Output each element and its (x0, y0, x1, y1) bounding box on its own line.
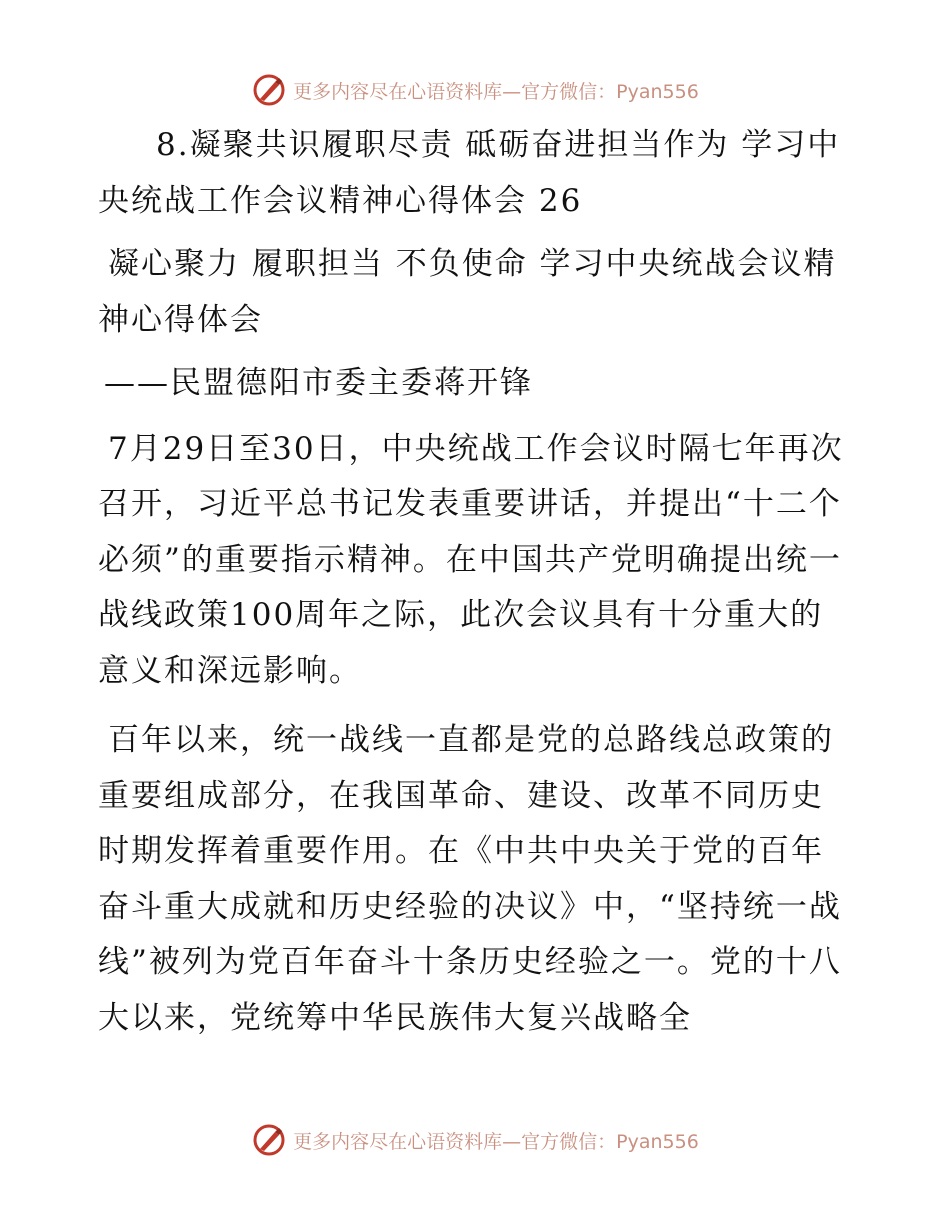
document-title: 8.凝聚共识履职尽责 砥砺奋进担当作为 学习中央统战工作会议精神心得体会 26 (98, 127, 841, 219)
watermark-text: 更多内容尽在心语资料库—官方微信：Pyan556 (293, 80, 699, 103)
pen-circle-logo-icon (251, 1122, 287, 1158)
body-paragraph: 百年以来，统一战线一直都是党的总路线总政策的重要组成部分，在我国革命、建设、改革不同历史时期发挥着重要作用。在《中共中央关于党的百年奋斗重大成就和历史经验的决议》中，“坚持统一战线”被列为党百年奋斗十条历史经验之一。党的十八大以来，党统筹中华民族伟大复兴战略全 (98, 722, 842, 1036)
document-subtitle: 凝心聚力 履职担当 不负使命 学习中央统战会议精神心得体会 (98, 246, 837, 338)
pen-circle-logo-icon (251, 72, 287, 108)
watermark-text: 更多内容尽在心语资料库—官方微信：Pyan556 (293, 1130, 699, 1153)
document-author: ——民盟德阳市委主委蒋开锋 (104, 365, 533, 401)
footer-watermark-banner (0, 1118, 950, 1162)
document-body (98, 118, 852, 1060)
body-paragraph: 7月29日至30日，中央统战工作会议时隔七年再次召开，习近平总书记发表重要讲话，并提出“十二个必须”的重要指示精神。在中国共产党明确提出统一战线政策100周年之际，此次会议具有十分重大的意义和深远影响。 (98, 430, 844, 689)
header-watermark-banner (0, 68, 950, 112)
